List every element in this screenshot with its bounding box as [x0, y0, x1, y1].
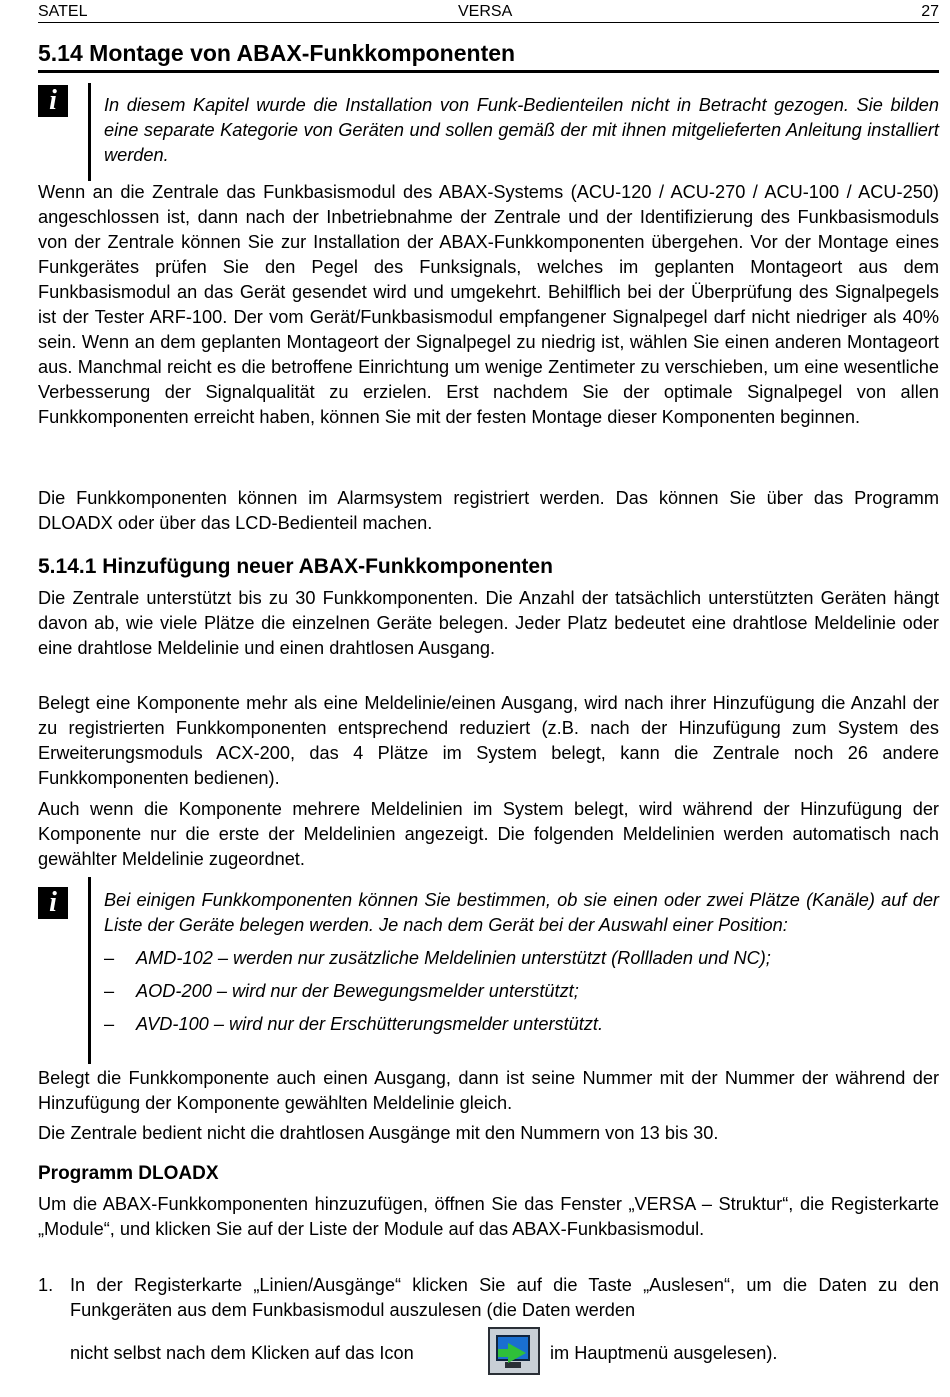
note-bar — [88, 877, 91, 1064]
header-product: VERSA — [458, 3, 513, 20]
step-1-before-icon: nicht selbst nach dem Klicken auf das Icon — [70, 1343, 414, 1363]
paragraph-1: Wenn an die Zentrale das Funkbasismodul des ABAX-Systems (ACU-120 / ACU-270 / ACU-100 / ACU-250) angeschlossen ist, dann nach der Inbetriebnahme der Zentrale und der Identifizierung des Funkbasismoduls von der Zentrale können Sie zur Installation der ABAX-Funkkomponenten übergehen. Vor der Montage eines Funkgerätes prüfen Sie den Pegel des Funksignals, welches im geplanten Montageort aus dem Funkbasismodul an das Gerät gesendet wird und umgekehrt. Behilflich bei der Überprüfung des Signalpegels ist der Tester ARF-100. Der vom Gerät/Funkbasismodul empfangener Signalpegel darf nicht niedriger als 40% sein. Wenn an dem geplanten Montageort der Signalpegel zu niedrig ist, wählen Sie einen anderen Montageort aus. Manchmal reicht es die betroffene Einrichtung um wenige Zentimeter zu verschieben, um eine wesentliche Verbesserung der Signalqualität zu erzielen. Erst nachdem Sie der optimale Signalpegel von allen Funkkomponenten erreicht haben, können Sie mit der festen Montage dieser Komponenten beginnen. — [38, 182, 939, 427]
paragraph-4: Belegt eine Komponente mehr als eine Meldelinie/einen Ausgang, wird nach ihrer Hinzufügung die Anzahl der zu registrierten Funkkomponenten entsprechend reduziert (z.B. nach der Hinzufügung zum System des Erweiterungsmoduls ACX-200, das 4 Plätze im System belegt, kann die Zentrale noch 26 andere Funkkomponenten bedienen). — [38, 693, 939, 788]
page-header — [38, 2, 939, 23]
program-heading: Programm DLOADX — [38, 1163, 219, 1184]
list-item: – AOD-200 – wird nur der Bewegungsmelder unterstützt; — [104, 981, 579, 1001]
paragraph-2: Die Funkkomponenten können im Alarmsystem registriert werden. Das können Sie über das Programm DLOADX oder über das LCD-Bedienteil machen. — [38, 488, 939, 533]
section-title: 5.14 Montage von ABAX-Funkkomponenten — [38, 38, 939, 73]
info-note-1 — [38, 83, 939, 181]
info-note-2 — [38, 877, 939, 1064]
info-icon: i — [38, 85, 68, 117]
step-1-after-icon: im Hauptmenü ausgelesen). — [550, 1343, 778, 1363]
note-2-body — [104, 888, 939, 1037]
step-1-last-line — [70, 1327, 939, 1375]
note-1-text: In diesem Kapitel wurde die Installation von Funk-Bedienteilen nicht in Betracht gezogen. Sie bilden eine separate Kategorie von Geräten und sollen gemäß der mit ihnen mitgelieferten Anleitung installiert werden. — [104, 95, 939, 165]
list-item: – AMD-102 – werden nur zusätzliche Meldelinien unterstützt (Rollladen und NC); — [104, 948, 771, 968]
header-brand: SATEL — [38, 3, 88, 20]
paragraph-7: Die Zentrale bedient nicht die drahtlosen Ausgänge mit den Nummern von 13 bis 30. — [38, 1123, 719, 1143]
note-bar — [88, 83, 91, 181]
paragraph-6: Belegt die Funkkomponente auch einen Ausgang, dann ist seine Nummer mit der Nummer der während der Hinzufügung der Komponente gewählten Meldelinie gleich. — [38, 1068, 939, 1113]
subsection-title: 5.14.1 Hinzufügung neuer ABAX-Funkkomponenten — [38, 555, 553, 578]
device-list — [104, 946, 939, 1037]
paragraph-5: Auch wenn die Komponente mehrere Meldelinien im System belegt, wird während der Hinzufügung der Komponente nur die erste der Meldelinien angezeigt. Die folgenden Meldelinien werden automatisch nach gewählter Meldelinie zugeordnet. — [38, 799, 939, 869]
info-icon: i — [38, 887, 68, 919]
header-page-number: 27 — [921, 3, 939, 20]
step-1-text: In der Registerkarte „Linien/Ausgänge“ klicken Sie auf die Taste „Auslesen“, um die Daten zu den Funkgeräten aus dem Funkbasismodul auszulesen (die Daten werden — [70, 1275, 939, 1320]
list-item: – AVD-100 – wird nur der Erschütterungsmelder unterstützt. — [104, 1014, 604, 1034]
paragraph-3: Die Zentrale unterstützt bis zu 30 Funkkomponenten. Die Anzahl der tatsächlich unterstützten Geräten hängt davon ab, wie viele Plätze die einzelnen Geräte belegen. Jeder Platz bedeutet eine drahtlose Meldelinie oder eine drahtlose Meldelinie und einen drahtlosen Ausgang. — [38, 588, 939, 658]
paragraph-8: Um die ABAX-Funkkomponenten hinzuzufügen, öffnen Sie das Fenster „VERSA – Struktur“, die Registerkarte „Module“, und klicken Sie auf der Liste der Module auf das ABAX-Funkbasismodul. — [38, 1194, 939, 1239]
read-data-computer-icon — [488, 1327, 540, 1375]
note-2-text: Bei einigen Funkkomponenten können Sie bestimmen, ob sie einen oder zwei Plätze (Kanäle) auf der Liste der Geräte belegen werden. Je nach dem Gerät bei der Auswahl einer Position: — [104, 890, 939, 935]
step-number: 1. — [38, 1275, 54, 1295]
